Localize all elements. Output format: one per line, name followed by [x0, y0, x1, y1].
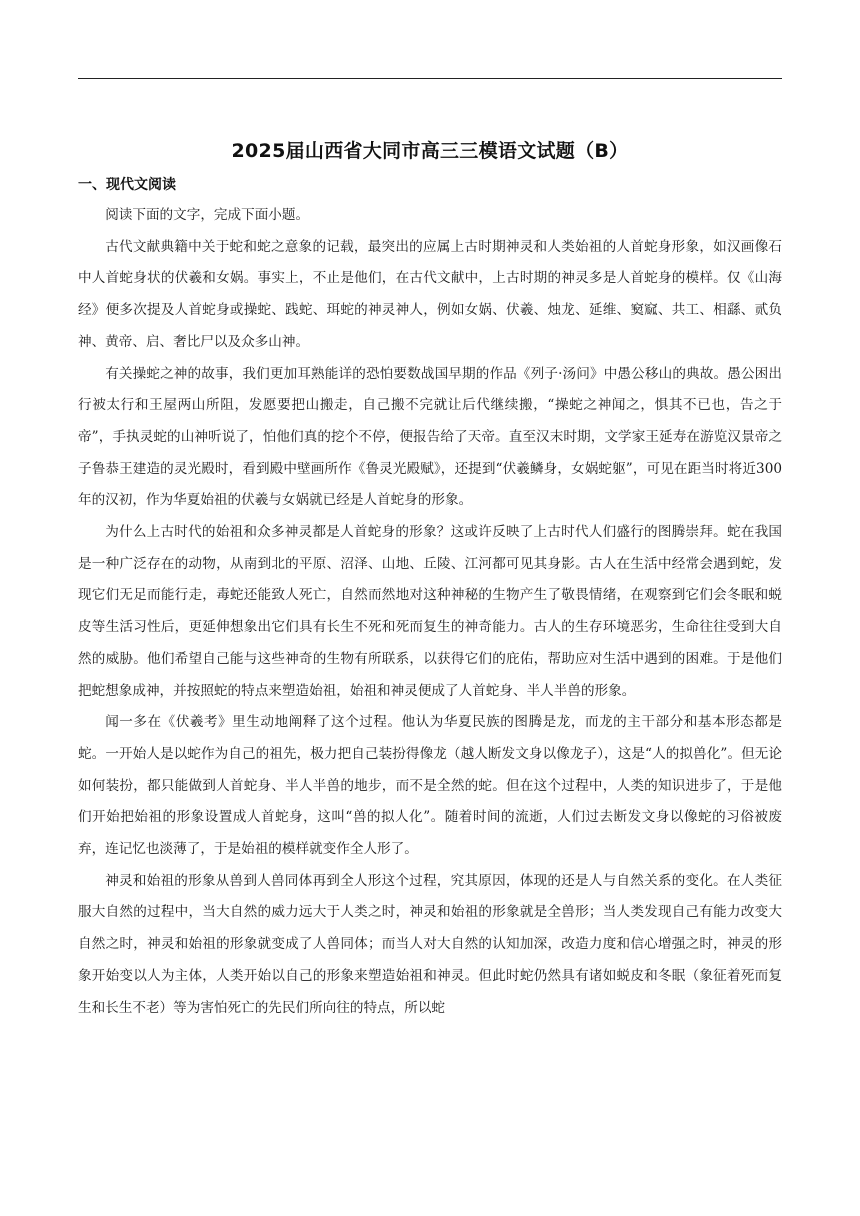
passage-paragraph-4: 闻一多在《伏羲考》里生动地阐释了这个过程。他认为华夏民族的图腾是龙，而龙的主干部分和基本形态都是蛇。一开始人是以蛇作为自己的祖先，极力把自己装扮得像龙（越人断发文身以像龙子），这是“人的拟兽化”。但无论如何装扮，都只能做到人首蛇身、半人半兽的地步，而不是全然的蛇。但在这个过程中，人类的知识进步了，于是他们开始把始祖的形象设置成人首蛇身，这叫“兽的拟人化”。随着时间的流逝，人们过去断发文身以像蛇的习俗被废弃，连记忆也淡薄了，于是始祖的模样就变作全人形了。 — [78, 714, 782, 858]
section-heading: 一、现代文阅读 — [78, 177, 176, 193]
passage-paragraph-3: 为什么上古时代的始祖和众多神灵都是人首蛇身的形象？这或许反映了上古时代人们盛行的图腾崇拜。蛇在我国是一种广泛存在的动物，从南到北的平原、沼泽、山地、丘陵、江河都可见其身影。古人在生活中经常会遇到蛇，发现它们无足而能行走，毒蛇还能致人死亡，自然而然地对这种神秘的生物产生了敬畏情绪，在观察到它们会冬眠和蜕皮等生活习性后，更延伸想象出它们具有长生不死和死而复生的神奇能力。古人的生存环境恶劣，生命往往受到大自然的威胁。他们希望自己能与这些神奇的生物有所联系，以获得它们的庇佑，帮助应对生活中遇到的困难。于是他们把蛇想象成神，并按照蛇的特点来塑造始祖，始祖和神灵便成了人首蛇身、半人半兽的形象。 — [78, 524, 782, 699]
reading-passage — [78, 200, 782, 1024]
passage-paragraph-2: 有关操蛇之神的故事，我们更加耳熟能详的恐怕要数战国早期的作品《列子·汤问》中愚公移山的典故。愚公困出行被太行和王屋两山所阻，发愿要把山搬走，自己搬不完就让后代继续搬，“操蛇之神闻之，惧其不已也，告之于帝”，手执灵蛇的山神听说了，怕他们真的挖个不停，便报告给了天帝。直至汉末时期，文学家王延寿在游览汉景帝之子鲁恭王建造的灵光殿时，看到殿中壁画所作《鲁灵光殿赋》，还提到“伏羲鳞身，女娲蛇躯”，可见在距当时将近300年的汉初，作为华夏始祖的伏羲与女娲就已经是人首蛇身的形象。 — [78, 365, 782, 509]
page-title: 2025届山西省大同市高三三模语文试题（B） — [231, 140, 629, 162]
passage-paragraph-5: 神灵和始祖的形象从兽到人兽同体再到全人形这个过程，究其原因，体现的还是人与自然关系的变化。在人类征服大自然的过程中，当大自然的威力远大于人类之时，神灵和始祖的形象就是全兽形；当人类发现自己有能力改变大自然之时，神灵和始祖的形象就变成了人兽同体；而当人对大自然的认知加深，改造力度和信心增强之时，神灵的形象开始变以人为主体，人类开始以自己的形象来塑造始祖和神灵。但此时蛇仍然具有诸如蜕皮和冬眠（象征着死而复生和长生不老）等为害怕死亡的先民们所向往的特点，所以蛇 — [78, 872, 782, 1016]
instruction-line: 阅读下面的文字，完成下面小题。 — [105, 207, 310, 223]
passage-paragraph-1: 古代文献典籍中关于蛇和蛇之意象的记载，最突出的应属上古时期神灵和人类始祖的人首蛇身形象，如汉画像石中人首蛇身状的伏羲和女娲。事实上，不止是他们，在古代文献中，上古时期的神灵多是人首蛇身的模样。仅《山海经》便多次提及人首蛇身或操蛇、践蛇、珥蛇的神灵神人，例如女娲、伏羲、烛龙、延维、窫窳、共工、相繇、贰负神、黄帝、启、奢比尸以及众多山神。 — [78, 238, 782, 350]
header-rule — [78, 78, 782, 79]
